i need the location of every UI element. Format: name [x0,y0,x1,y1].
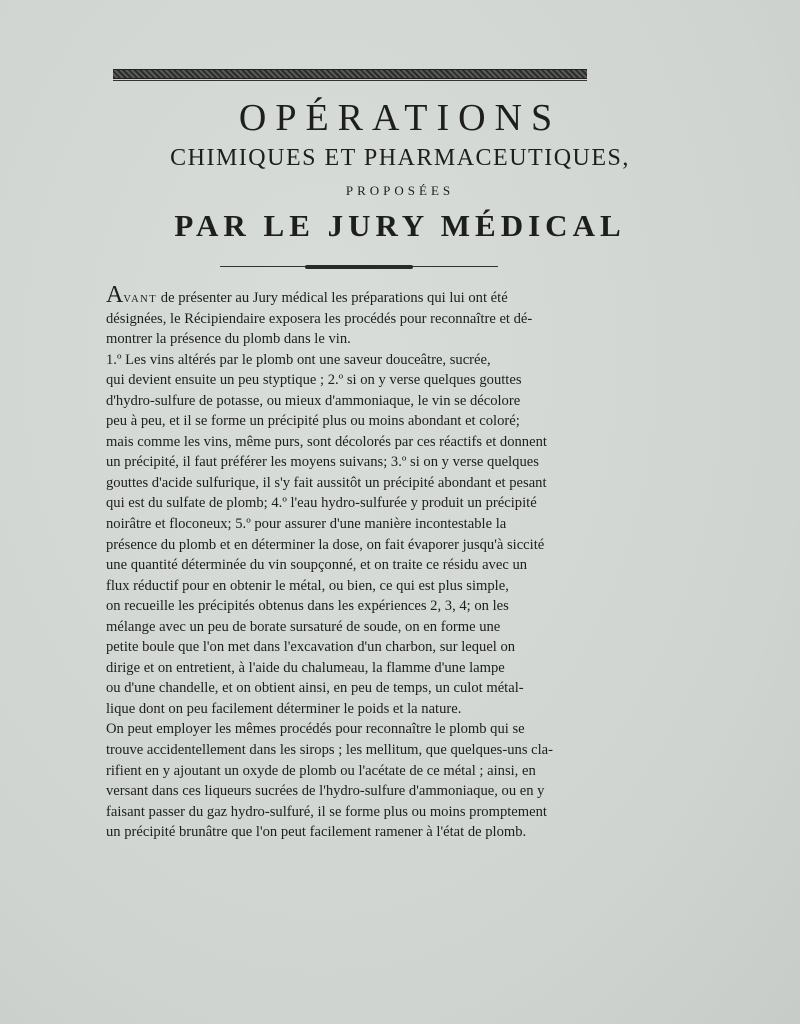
drop-cap: A [106,282,124,308]
top-ornamental-rule [113,69,587,79]
text-line: trouve accidentellement dans les sirops ; les mellitum, que quelques-uns cla- [106,742,554,759]
text-line: peu à peu, et il se forme un précipité plus ou moins abondant et coloré; [106,413,520,430]
text-line: dirige et on entretient, à l'aide du chalumeau, la flamme d'une lampe [106,659,505,676]
text-line: un précipité brunâtre que l'on peut facilement ramener à l'état de plomb. [106,824,527,841]
first-word-smallcaps: VANT [123,294,158,305]
middle-ornamental-rule [220,265,498,269]
text-line: 1.º Les vins altérés par le plomb ont une saveur douceâtre, sucrée, [106,351,491,368]
text-line: noirâtre et floconeux; 5.º pour assurer d'une manière incontestable la [106,516,507,533]
text-line: désignées, le Récipiendaire exposera les procédés pour reconnaître et dé- [106,310,533,327]
text-line: rifient en y ajoutant un oxyde de plomb ou l'acétate de ce métal ; ainsi, en [106,762,536,779]
text-line: flux réductif pour en obtenir le métal, ou bien, ce qui est plus simple, [106,577,509,594]
top-thin-rule [113,80,587,81]
text-line: ou d'une chandelle, et on obtient ainsi, en peu de temps, un culot métal- [106,680,524,697]
text-line: versant dans ces liqueurs sucrées de l'hydro-sulfure d'ammoniaque, ou en y [106,783,545,800]
text-line: d'hydro-sulfure de potasse, ou mieux d'ammoniaque, le vin se décolore [106,392,521,409]
text-line: on recueille les précipités obtenus dans les expériences 2, 3, 4; on les [106,598,509,615]
text-line: On peut employer les mêmes procédés pour reconnaître le plomb qui se [106,721,525,738]
page-title: OPÉRATIONS [238,97,562,139]
text-line: mélange avec un peu de borate sursaturé de soude, on en forme une [106,618,501,635]
text-line: montrer la présence du plomb dans le vin. [106,331,351,348]
body-text [106,282,593,843]
text-line: petite boule que l'on met dans l'excavation d'un charbon, sur lequel on [106,639,516,656]
text-line: présence du plomb et en déterminer la dose, on fait évaporer jusqu'à siccité [106,536,545,553]
text-line: une quantité déterminée du vin soupçonné, et on traite ce résidu avec un [106,557,528,574]
text-line: un précipité, il faut préférer les moyens suivans; 3.º si on y verse quelques [106,454,539,471]
text-line: gouttes d'acide sulfurique, il s'y fait aussitôt un précipité abondant et pesant [106,474,547,491]
page-subtitle: CHIMIQUES ET PHARMACEUTIQUES, [170,145,630,171]
text-line: faisant passer du gaz hydro-sulfuré, il se forme plus ou moins promptement [106,803,547,820]
text-line: mais comme les vins, même purs, sont décolorés par ces réactifs et donnent [106,433,547,450]
text-line: qui est du sulfate de plomb; 4.º l'eau hydro-sulfurée y produit un précipité [106,495,537,512]
proposees-heading: PROPOSÉES [345,183,455,198]
text-line: lique dont on peu facilement déterminer le poids et la nature. [106,700,462,717]
text-line: qui devient ensuite un peu styptique ; 2.º si on y verse quelques gouttes [106,372,522,389]
text-line: AVANT de présenter au Jury médical les préparations qui lui ont été [106,282,508,308]
jury-heading: PAR LE JURY MÉDICAL [174,208,626,243]
